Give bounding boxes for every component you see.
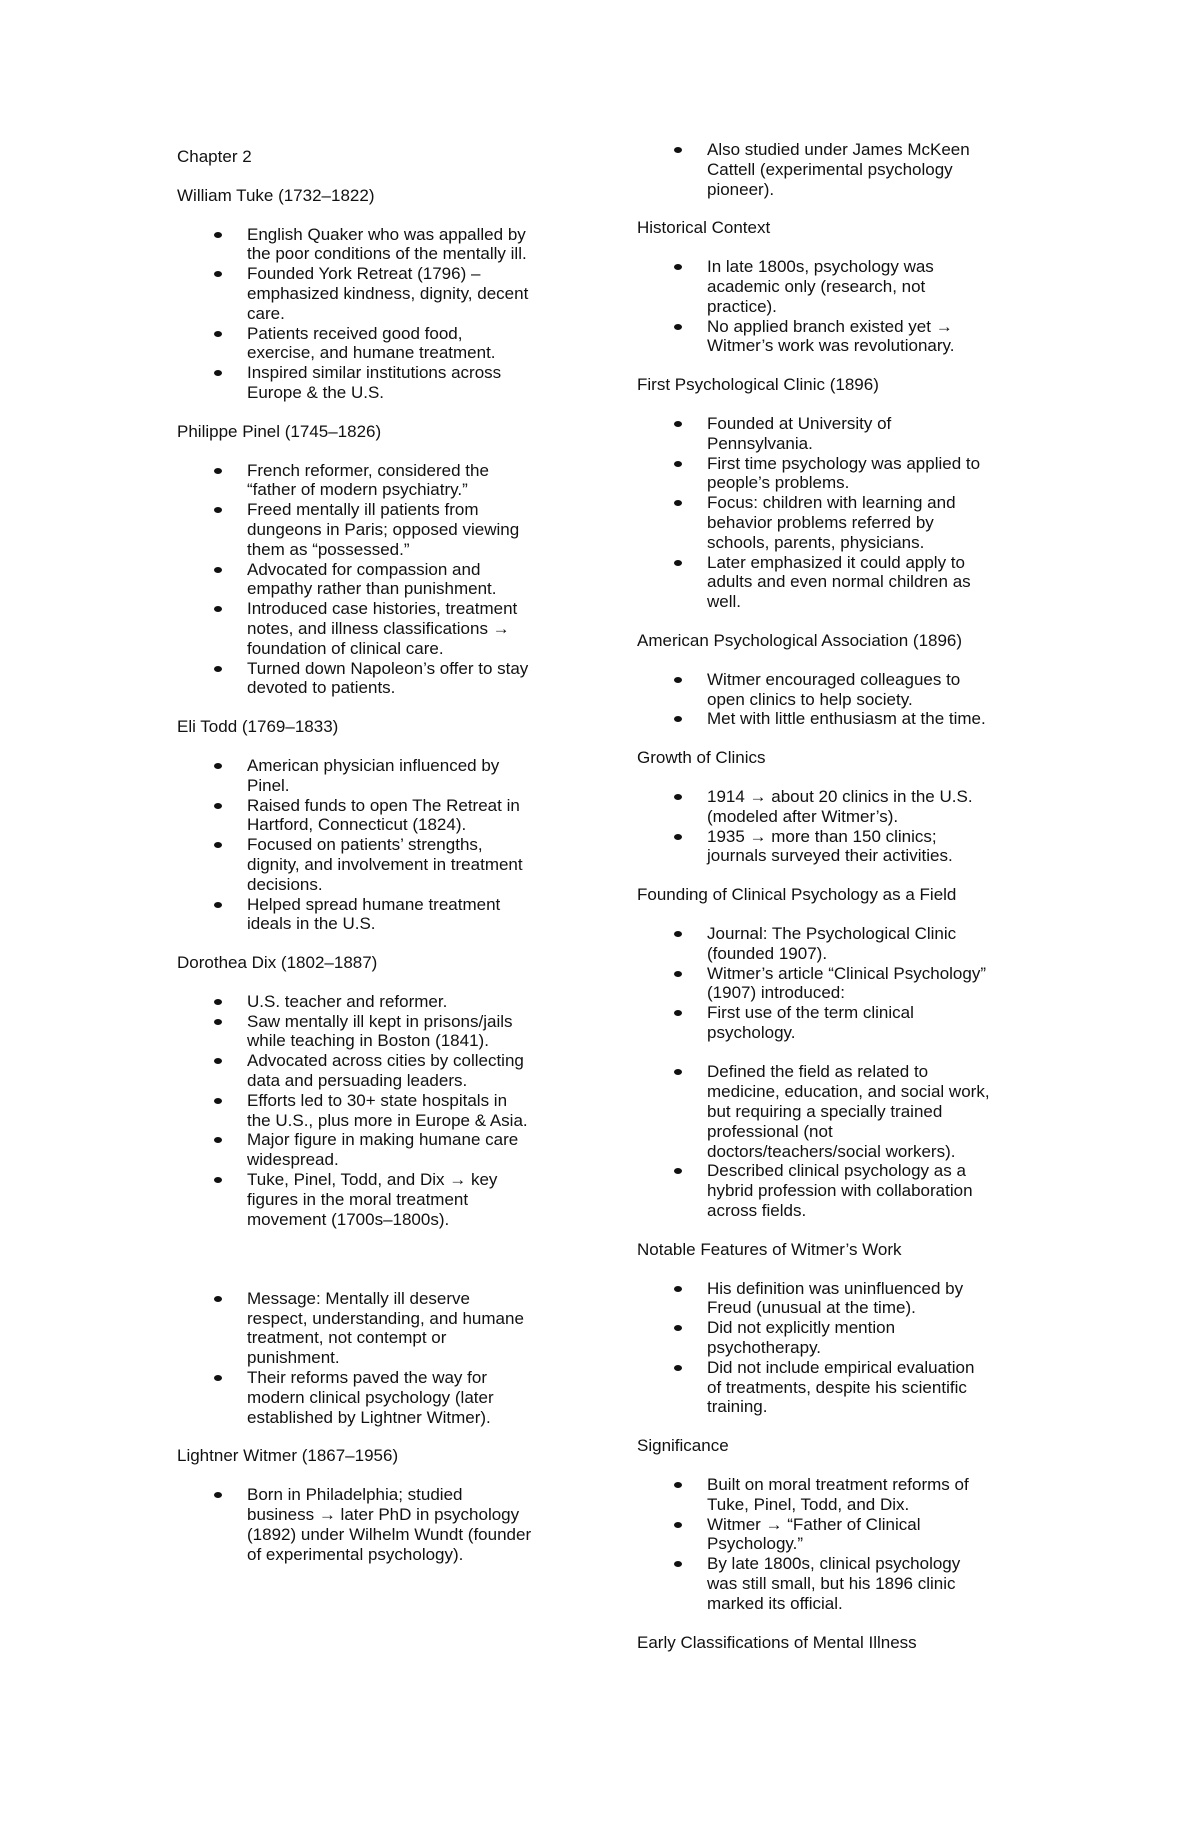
list-item: English Quaker who was appalled by the poor conditions of the mentally ill. xyxy=(177,225,532,265)
list-item: Described clinical psychology as a hybrid profession with collaboration across fields. xyxy=(637,1161,992,1220)
list-item: Focused on patients’ strengths, dignity, and involvement in treatment decisions. xyxy=(177,835,532,894)
list-item: Message: Mentally ill deserve respect, understanding, and humane treatment, not contempt or punishment. xyxy=(177,1289,532,1368)
features-heading: Notable Features of Witmer’s Work xyxy=(637,1239,902,1259)
historical-list xyxy=(637,257,1042,356)
features-list xyxy=(637,1279,1042,1418)
pinel-list xyxy=(177,461,582,699)
list-item: Turned down Napoleon’s offer to stay devoted to patients. xyxy=(177,659,532,699)
founding-definition-list xyxy=(637,1062,1042,1220)
growth-heading: Growth of Clinics xyxy=(637,748,766,768)
list-item: Later emphasized it could apply to adults and even normal children as well. xyxy=(637,553,992,612)
clinic-list xyxy=(637,414,1042,612)
list-item: Witmer → “Father of Clinical Psychology.” xyxy=(637,1515,992,1555)
list-item: By late 1800s, clinical psychology was still small, but his 1896 clinic marked its official. xyxy=(637,1554,992,1613)
list-item: 1914 → about 20 clinics in the U.S. (modeled after Witmer’s). xyxy=(637,787,992,827)
right-column xyxy=(637,140,1042,1671)
list-item: His definition was uninfluenced by Freud (unusual at the time). xyxy=(637,1279,992,1319)
list-item: Met with little enthusiasm at the time. xyxy=(637,709,992,729)
left-column xyxy=(177,147,582,1583)
list-item: Freed mentally ill patients from dungeons in Paris; opposed viewing them as “possessed.” xyxy=(177,500,532,559)
list-item: Advocated for compassion and empathy rather than punishment. xyxy=(177,560,532,600)
list-item: 1935 → more than 150 clinics; journals surveyed their activities. xyxy=(637,827,992,867)
significance-list xyxy=(637,1475,1042,1614)
historical-heading: Historical Context xyxy=(637,218,771,238)
spacer xyxy=(637,1043,1042,1063)
dix-heading: Dorothea Dix (1802–1887) xyxy=(177,953,378,973)
todd-heading: Eli Todd (1769–1833) xyxy=(177,717,339,737)
early-classifications-heading: Early Classifications of Mental Illness xyxy=(637,1632,917,1652)
list-item: Saw mentally ill kept in prisons/jails while teaching in Boston (1841). xyxy=(177,1012,532,1052)
list-item: Founded at University of Pennsylvania. xyxy=(637,414,992,454)
list-item: Founded York Retreat (1796) – emphasized kindness, dignity, decent care. xyxy=(177,264,532,323)
clinic-heading: First Psychological Clinic (1896) xyxy=(637,375,879,395)
list-item: American physician influenced by Pinel. xyxy=(177,756,532,796)
list-item: Built on moral treatment reforms of Tuke, Pinel, Todd, and Dix. xyxy=(637,1475,992,1515)
list-item: Raised funds to open The Retreat in Hartford, Connecticut (1824). xyxy=(177,796,532,836)
list-item: Patients received good food, exercise, and humane treatment. xyxy=(177,324,532,364)
list-item: No applied branch existed yet → Witmer’s work was revolutionary. xyxy=(637,317,992,357)
growth-list xyxy=(637,787,1042,866)
list-item: Efforts led to 30+ state hospitals in the U.S., plus more in Europe & Asia. xyxy=(177,1091,532,1131)
tuke-heading: William Tuke (1732–1822) xyxy=(177,185,375,205)
list-item: Tuke, Pinel, Todd, and Dix → key figures in the moral treatment movement (1700s–1800s). xyxy=(177,1170,532,1229)
dix-message-list xyxy=(177,1289,582,1428)
pinel-heading: Philippe Pinel (1745–1826) xyxy=(177,421,382,441)
list-item: Witmer’s article “Clinical Psychology” (1907) introduced: xyxy=(637,964,992,1004)
list-item: Introduced case histories, treatment notes, and illness classifications → foundation of clinical care. xyxy=(177,599,532,658)
founding-heading: Founding of Clinical Psychology as a Field xyxy=(637,885,957,905)
apa-heading: American Psychological Association (1896) xyxy=(637,630,963,650)
list-item: Also studied under James McKeen Cattell (experimental psychology pioneer). xyxy=(637,140,992,199)
cattell-list xyxy=(637,140,1042,199)
list-item: Inspired similar institutions across Europe & the U.S. xyxy=(177,363,532,403)
apa-list xyxy=(637,670,1042,729)
list-item: Did not include empirical evaluation of treatments, despite his scientific training. xyxy=(637,1358,992,1417)
list-item: First use of the term clinical psychology. xyxy=(637,1003,992,1043)
list-item: Focus: children with learning and behavior problems referred by schools, parents, physicians. xyxy=(637,493,992,552)
spacer xyxy=(177,1229,582,1269)
spacer xyxy=(177,1269,582,1289)
list-item: First time psychology was applied to people’s problems. xyxy=(637,454,992,494)
list-item: Did not explicitly mention psychotherapy. xyxy=(637,1318,992,1358)
chapter-title: Chapter 2 xyxy=(177,147,252,166)
list-item: Helped spread humane treatment ideals in the U.S. xyxy=(177,895,532,935)
list-item: Journal: The Psychological Clinic (founded 1907). xyxy=(637,924,992,964)
tuke-list xyxy=(177,225,582,403)
list-item: Major figure in making humane care widespread. xyxy=(177,1130,532,1170)
dix-list xyxy=(177,992,582,1230)
todd-list xyxy=(177,756,582,934)
list-item: In late 1800s, psychology was academic only (research, not practice). xyxy=(637,257,992,316)
founding-list xyxy=(637,924,1042,1043)
list-item: Witmer encouraged colleagues to open clinics to help society. xyxy=(637,670,992,710)
list-item: Their reforms paved the way for modern clinical psychology (later established by Lightner Witmer). xyxy=(177,1368,532,1427)
list-item: Defined the field as related to medicine, education, and social work, but requiring a specially trained professional (not doctors/teachers/social workers). xyxy=(637,1062,992,1161)
list-item: French reformer, considered the “father of modern psychiatry.” xyxy=(177,461,532,501)
significance-heading: Significance xyxy=(637,1436,729,1456)
list-item: Born in Philadelphia; studied business → later PhD in psychology (1892) under Wilhelm Wundt (founder of experimental psychology). xyxy=(177,1485,532,1564)
witmer-heading: Lightner Witmer (1867–1956) xyxy=(177,1446,399,1466)
witmer-list xyxy=(177,1485,582,1564)
list-item: U.S. teacher and reformer. xyxy=(177,992,532,1012)
list-item: Advocated across cities by collecting data and persuading leaders. xyxy=(177,1051,532,1091)
